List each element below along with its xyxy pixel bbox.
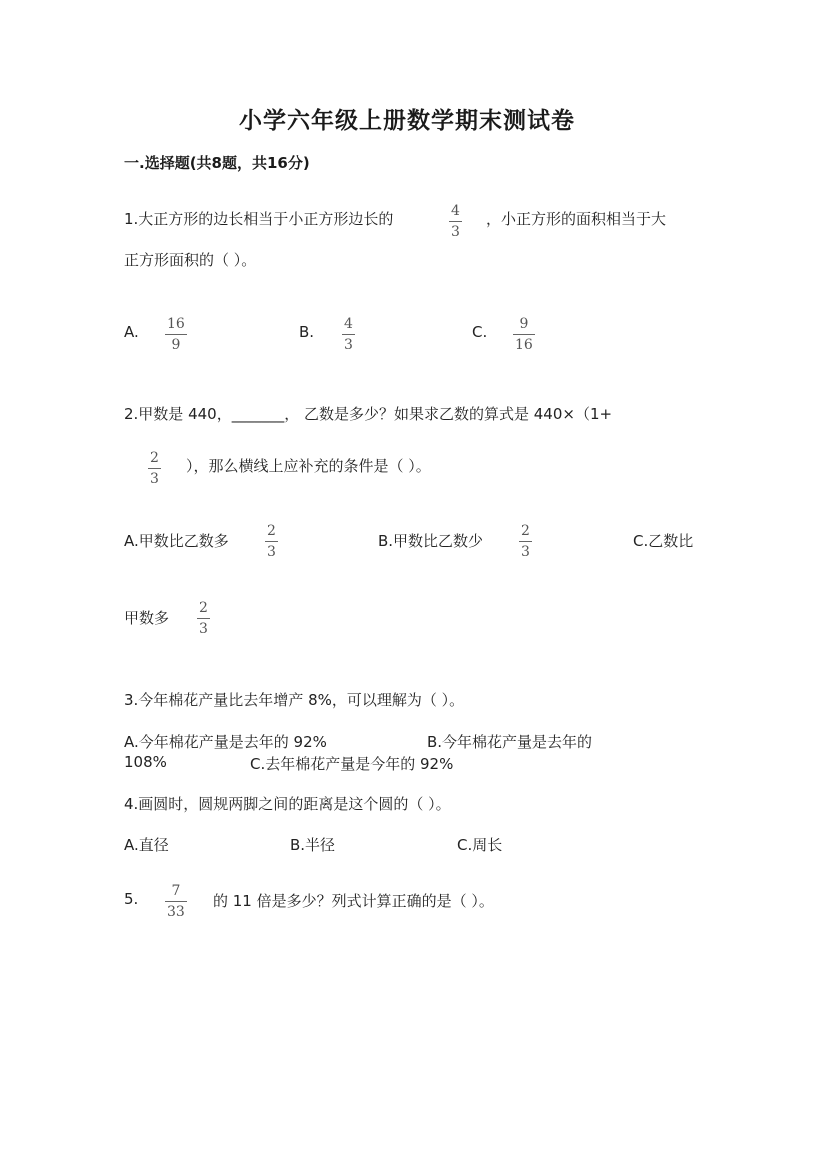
fraction-numerator: 2: [150, 450, 159, 466]
fraction-numerator: 4: [344, 316, 353, 332]
q1-fraction: [449, 204, 462, 239]
q2-option-c-label: C.乙数比: [633, 532, 694, 550]
q2-text-b: ），那么横线上应补充的条件是（ ）。: [186, 457, 431, 475]
q4-option-a: A.直径: [124, 836, 169, 854]
fraction-numerator: 2: [199, 600, 208, 616]
q1-option-c-label: C.: [472, 323, 488, 341]
fraction-numerator: 9: [519, 316, 529, 332]
q2-option-b-label: B.甲数比乙数少: [378, 532, 484, 550]
fraction-denominator: 9: [171, 337, 181, 353]
q5-text: 的 11 倍是多少？列式计算正确的是（ ）。: [213, 892, 494, 910]
q2-option-c-continuation: 甲数多: [124, 609, 170, 627]
fraction-denominator: 3: [521, 544, 530, 560]
q1-option-c-fraction: [513, 317, 535, 352]
q1-text-c: 正方形面积的（ ）。: [124, 251, 257, 269]
page-title: 小学六年级上册数学期末测试卷: [239, 107, 575, 134]
q1-option-a-label: A.: [124, 323, 139, 341]
fraction-denominator: 16: [515, 337, 533, 353]
fraction-denominator: 3: [344, 337, 353, 353]
q2-text-a: 2.甲数是 440，_______， 乙数是多少？如果求乙数的算式是 440×（1+: [124, 405, 613, 423]
fraction-denominator: 3: [199, 621, 208, 637]
q3-option-c: C.去年棉花产量是今年的 92%: [250, 755, 454, 773]
q3-text: 3.今年棉花产量比去年增产 8%，可以理解为（ ）。: [124, 691, 465, 709]
q3-option-a: A.今年棉花产量是去年的 92%: [124, 733, 327, 751]
q1-option-b-label: B.: [299, 323, 315, 341]
q4-text: 4.画圆时，圆规两脚之间的距离是这个圆的（ ）。: [124, 795, 451, 813]
q4-option-c: C.周长: [457, 836, 503, 854]
q1-option-b-fraction: [342, 317, 355, 352]
q2-fraction: [148, 451, 161, 486]
fraction-numerator: 2: [521, 523, 530, 539]
fraction-denominator: 3: [150, 471, 159, 487]
q1-option-a-fraction: [165, 317, 187, 352]
fraction-denominator: 33: [167, 904, 185, 920]
q5-number: 5.: [124, 890, 139, 908]
section-heading: 一.选择题(共8题，共16分): [124, 154, 310, 172]
q2-option-a-label: A.甲数比乙数多: [124, 532, 229, 550]
fraction-denominator: 3: [451, 224, 460, 240]
q2-option-c-fraction: [197, 601, 210, 636]
q1-text-a: 1.大正方形的边长相当于小正方形边长的: [124, 210, 394, 228]
q5-fraction: [165, 884, 187, 919]
fraction-numerator: 4: [451, 203, 460, 219]
fraction-numerator: 2: [267, 523, 276, 539]
fraction-numerator: 16: [167, 316, 185, 332]
q3-option-b: B.今年棉花产量是去年的: [427, 733, 593, 751]
q2-option-b-fraction: [519, 524, 532, 559]
q1-text-b: ，小正方形的面积相当于大: [486, 210, 667, 228]
fraction-denominator: 3: [267, 544, 276, 560]
q3-option-b-continuation: 108%: [124, 753, 167, 771]
q4-option-b: B.半径: [290, 836, 336, 854]
q2-option-a-fraction: [265, 524, 278, 559]
fraction-numerator: 7: [171, 883, 181, 899]
